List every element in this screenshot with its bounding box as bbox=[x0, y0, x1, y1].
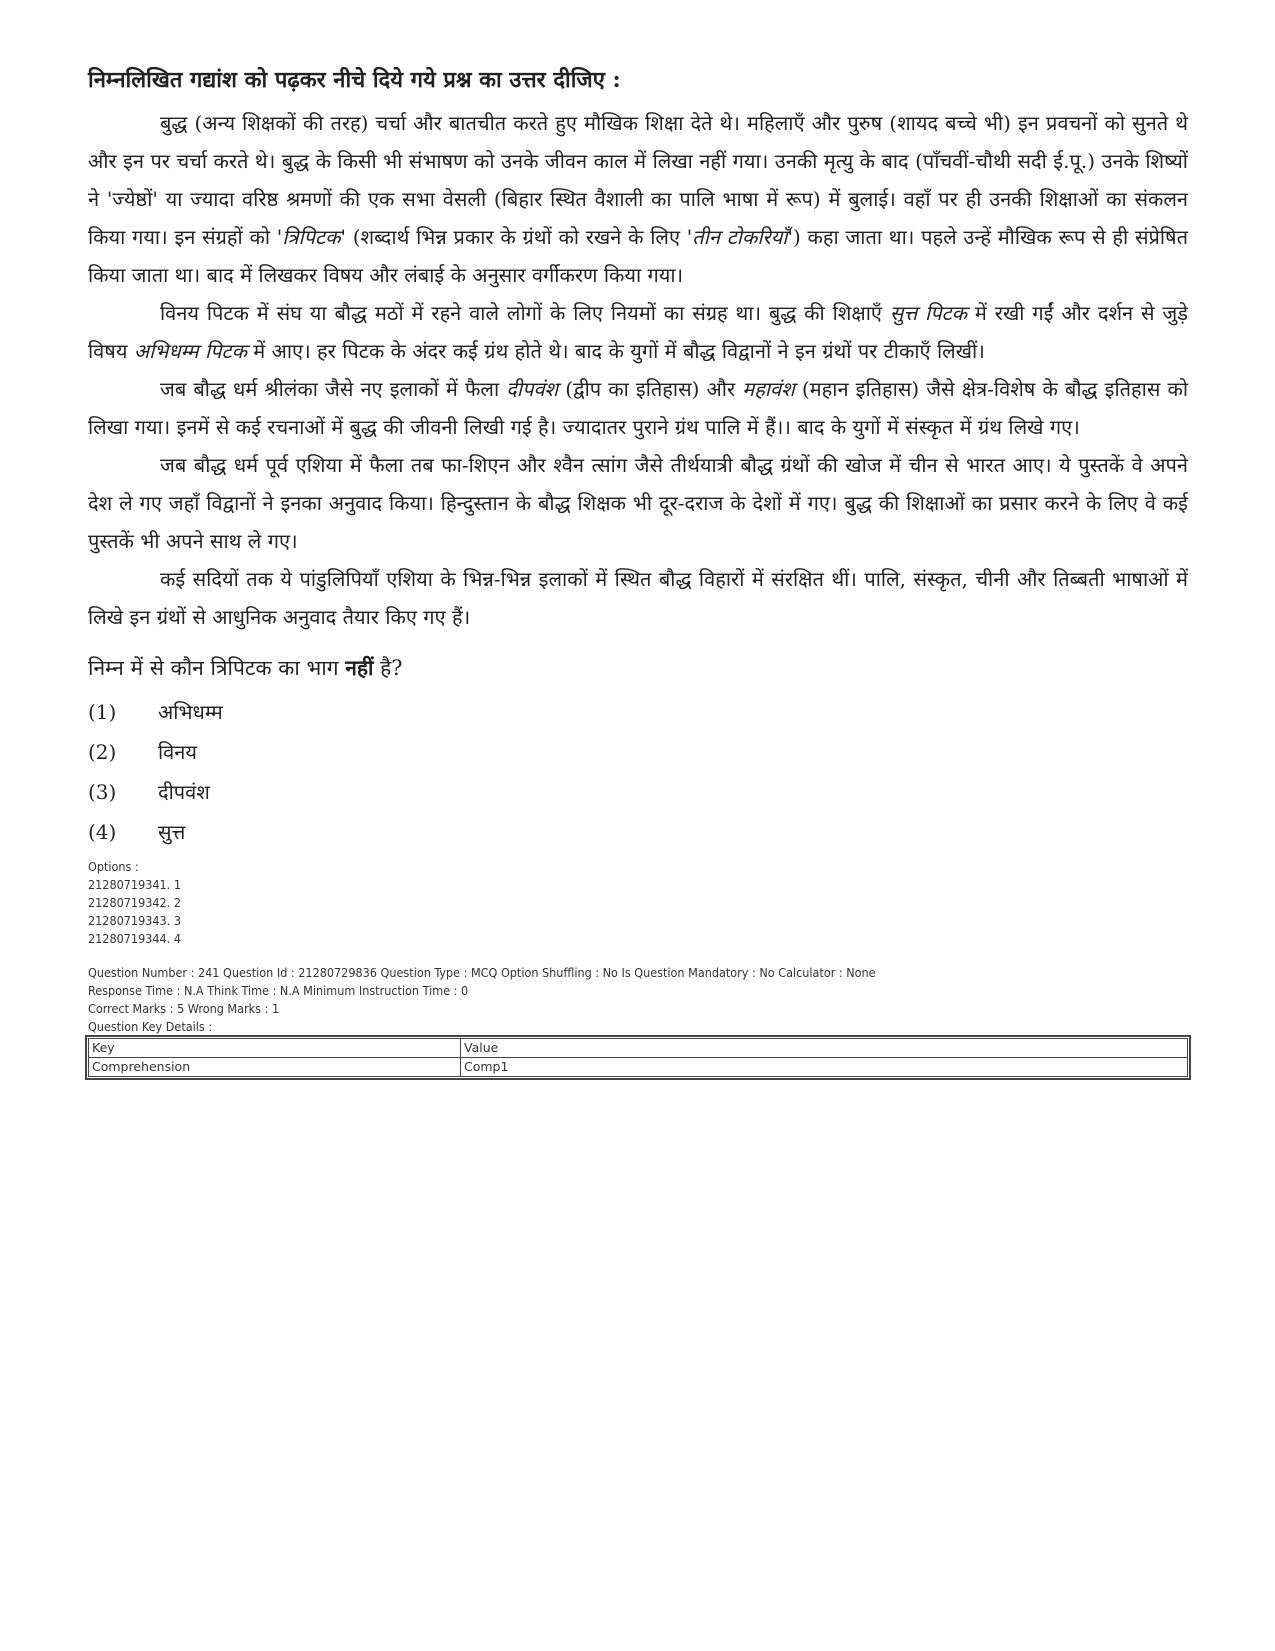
passage-paragraph-5: कई सदियों तक ये पांडुलिपियाँ एशिया के भिन्न-भिन्न इलाकों में स्थित बौद्ध विहारों में संरक्षित थीं। पालि, संस्कृत, चीनी और तिब्बती भाषाओं में लिखे इन ग्रंथों से आधुनिक अनुवाद तैयार किए गए हैं। bbox=[88, 567, 1188, 629]
paragraph-text: विनय पिटक में संघ या बौद्ध मठों में रहने वाले लोगों के लिए नियमों का संग्रह था। बुद्ध की शिक्षाएँ bbox=[160, 301, 890, 325]
metadata-line: Question Key Details : bbox=[88, 1019, 213, 1034]
options-label: Options : bbox=[88, 859, 139, 874]
emphasis-three-baskets: 'तीन टोकरियाँ' bbox=[686, 225, 793, 249]
question-emphasis: नहीं bbox=[345, 655, 374, 680]
question-suffix: है? bbox=[373, 656, 403, 680]
option-id-4: 21280719344. 4 bbox=[88, 931, 181, 946]
table-header-cell: Key bbox=[89, 1039, 461, 1058]
paragraph-text: ) कहा जाता था। पहले उन्हें मौखिक रूप से ही संप्रेषित किया जाता था। बाद में लिखकर विषय और लंबाई के अनुसार वर्गीकरण किया गया। bbox=[88, 225, 1188, 287]
table-header-cell: Value bbox=[461, 1039, 1188, 1058]
option-id-3: 21280719343. 3 bbox=[88, 913, 181, 928]
paragraph-text: में आए। हर पिटक के अंदर कई ग्रंथ होते थे। बाद के युगों में बौद्ध विद्वानों ने इन ग्रंथों पर टीकाएँ लिखीं। bbox=[246, 339, 985, 363]
emphasis-mahavamsa: महावंश bbox=[742, 377, 795, 401]
paragraph-text: (द्वीप का इतिहास) और bbox=[558, 377, 743, 401]
option-text: अभिधम्म bbox=[158, 700, 223, 724]
answer-option-4 bbox=[88, 812, 1188, 852]
passage-paragraph-3 bbox=[88, 370, 1188, 446]
paragraph-text: (शब्दार्थ भिन्न प्रकार के ग्रंथों को रखने के लिए bbox=[345, 225, 687, 249]
metadata-line: Correct Marks : 5 Wrong Marks : 1 bbox=[88, 1001, 280, 1016]
option-id-1: 21280719341. 1 bbox=[88, 877, 181, 892]
passage-paragraph-1 bbox=[88, 104, 1188, 294]
question-metadata bbox=[88, 964, 1188, 1036]
option-number: (3) bbox=[88, 780, 117, 804]
option-text: सुत्त bbox=[158, 820, 186, 844]
question-key-table bbox=[88, 1038, 1188, 1077]
metadata-line: Response Time : N.A Think Time : N.A Minimum Instruction Time : 0 bbox=[88, 983, 469, 998]
emphasis-dipavamsa: दीपवंश bbox=[506, 377, 559, 401]
passage-paragraph-2 bbox=[88, 294, 1188, 370]
option-id-2: 21280719342. 2 bbox=[88, 895, 181, 910]
emphasis-sutta-pitaka: सुत्त पिटक bbox=[889, 301, 968, 325]
option-text: दीपवंश bbox=[158, 780, 210, 804]
option-number: (1) bbox=[88, 700, 117, 724]
paragraph-text: में रखी गईं और दर्शन से जुड़े विषय bbox=[88, 301, 1188, 363]
option-number: (4) bbox=[88, 820, 117, 844]
option-text: विनय bbox=[158, 740, 197, 764]
table-header-row bbox=[89, 1039, 1188, 1058]
passage-paragraph-4: जब बौद्ध धर्म पूर्व एशिया में फैला तब फा-शिएन और श्वैन त्सांग जैसे तीर्थयात्री बौद्ध ग्रंथों की खोज में चीन से भारत आए। ये पुस्तकें वे अपने देश ले गए जहाँ विद्वानों ने इनका अनुवाद किया। हिन्दुस्तान के बौद्ध शिक्षक भी दूर-दराज के देशों में गए। बुद्ध की शिक्षाओं का प्रसार करने के लिए वे कई पुस्तकें भी अपने साथ ले गए। bbox=[88, 453, 1188, 553]
table-cell: Comprehension bbox=[89, 1058, 461, 1077]
answer-option-2 bbox=[88, 732, 1188, 772]
answer-option-1 bbox=[88, 692, 1188, 732]
paragraph-text: जब बौद्ध धर्म श्रीलंका जैसे नए इलाकों में फैला bbox=[160, 377, 507, 401]
paragraph-text: (महान इतिहास) जैसे क्षेत्र-विशेष के बौद्ध इतिहास को लिखा गया। इनमें से कई रचनाओं में बुद्ध की जीवनी लिखी गई है। ज्यादातर पुराने ग्रंथ पालि में हैं।। बाद के युगों में संस्कृत में ग्रंथ लिखे गए। bbox=[88, 377, 1188, 439]
passage-heading: निम्नलिखित गद्यांश को पढ़कर नीचे दिये गये प्रश्न का उत्तर दीजिए : bbox=[88, 67, 621, 93]
question-page bbox=[88, 62, 1188, 1077]
emphasis-abhidhamma-pitaka: अभिधम्म पिटक bbox=[133, 339, 247, 363]
paragraph-text: बुद्ध (अन्य शिक्षकों की तरह) चर्चा और बातचीत करते हुए मौखिक शिक्षा देते थे। महिलाएँ और पुरुष (शायद बच्चे भी) इन प्रवचनों को सुनते थे और इन पर चर्चा करते थे। बुद्ध के किसी भी संभाषण को उनके जीवन काल में लिखा नहीं गया। उनकी मृत्यु के बाद (पाँचवीं-चौथी सदी ई.पू.) उनके शिष्यों ने 'ज्येष्ठों' या ज्यादा वरिष्ठ श्रमणों की एक सभा वेसली (बिहार स्थित वैशाली का पालि भाषा में रूप) में बुलाई। वहाँ पर ही उनकी शिक्षाओं का संकलन किया गया। इन संग्रहों को bbox=[88, 111, 1188, 249]
metadata-line: Question Number : 241 Question Id : 21280729836 Question Type : MCQ Option Shuffling : No Is Question Mandatory : No Calculator : None bbox=[88, 965, 876, 980]
table-cell: Comp1 bbox=[461, 1058, 1188, 1077]
answer-option-3 bbox=[88, 772, 1188, 812]
option-number: (2) bbox=[88, 740, 117, 764]
question-prefix: निम्न में से कौन त्रिपिटक का भाग bbox=[88, 656, 346, 680]
table-row bbox=[89, 1058, 1188, 1077]
question-text bbox=[88, 648, 1188, 688]
emphasis-tripitaka: 'त्रिपिटक' bbox=[276, 225, 346, 249]
